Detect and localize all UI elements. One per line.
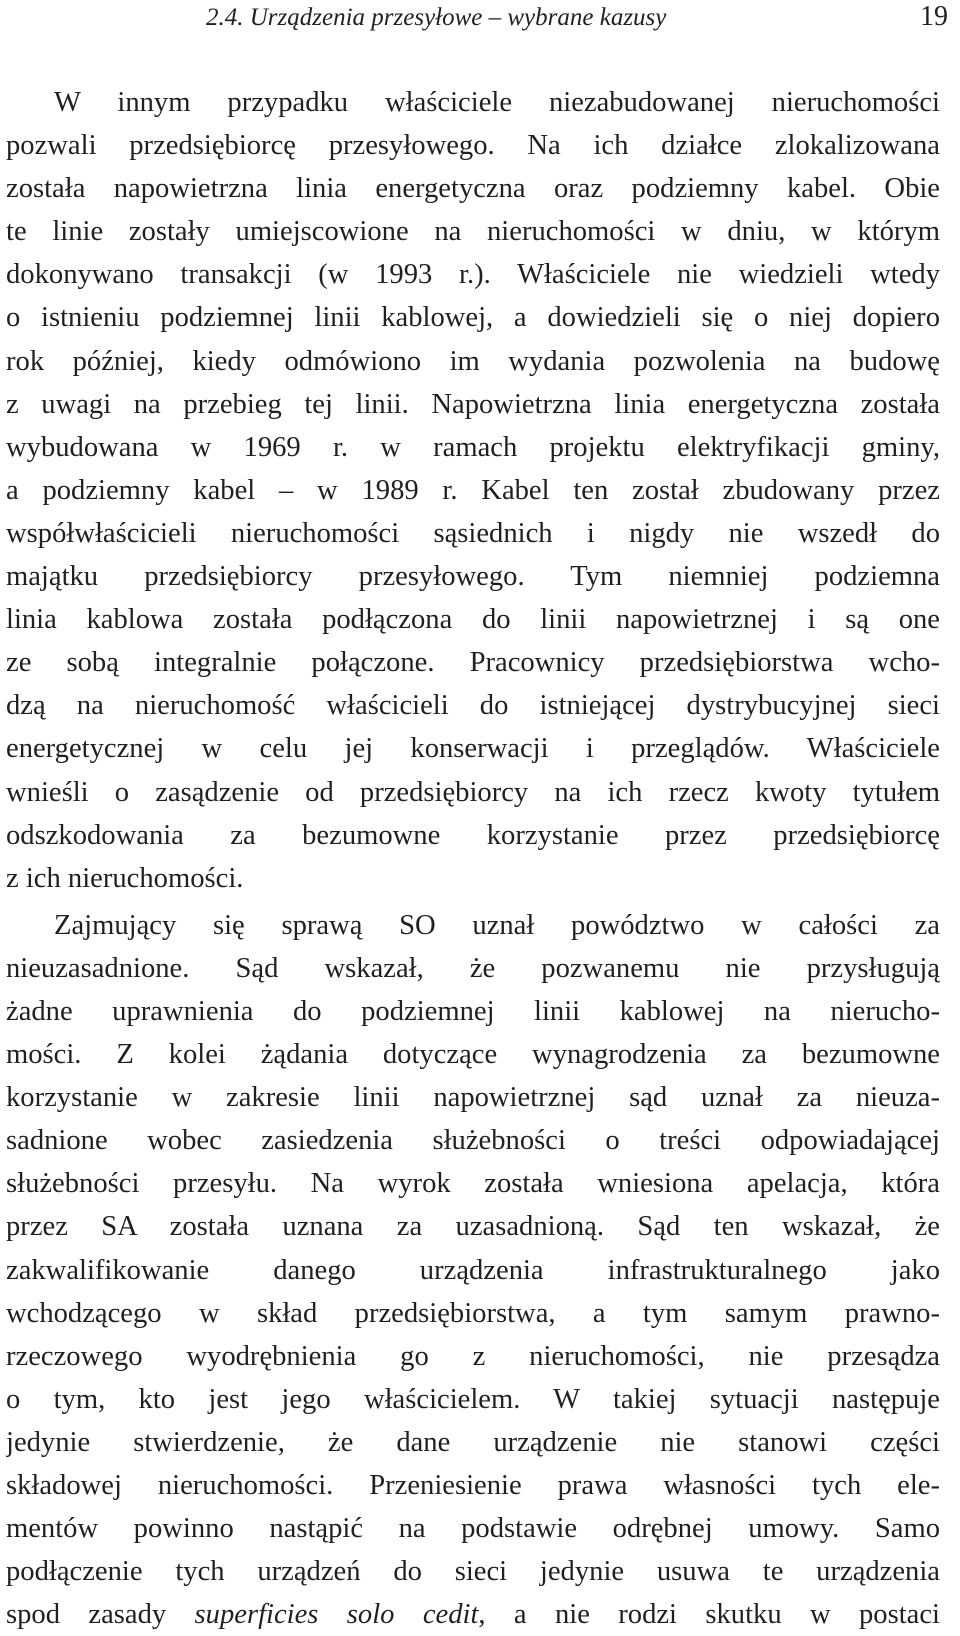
text-line: podłączenie tych urządzeń do sieci jedynie usuwa te urządzenia	[6, 1556, 940, 1588]
text-line: służebności przesyłu. Na wyrok została wniesiona apelacja, która	[6, 1168, 940, 1200]
paragraph-2	[6, 904, 940, 1636]
text-segment: , a nie rodzi skutku w postaci	[478, 1599, 940, 1631]
paragraph-1	[6, 81, 940, 900]
text-line: współwłaścicieli nieruchomości sąsiednich i nigdy nie wszedł do	[6, 517, 940, 549]
text-line: mości. Z kolei żądania dotyczące wynagrodzenia za bezumowne	[6, 1039, 940, 1071]
page-number: 19	[920, 1, 948, 32]
text-line: została napowietrzna linia energetyczna oraz podziemny kabel. Obie	[6, 173, 940, 205]
text-line: z ich nieruchomości.	[6, 862, 244, 894]
text-line	[6, 1593, 940, 1636]
text-line: dokonywano transakcji (w 1993 r.). Właściciele nie wiedzieli wtedy	[6, 259, 940, 291]
text-line: energetycznej w celu jej konserwacji i przeglądów. Właściciele	[6, 733, 940, 765]
text-line: pozwali przedsiębiorcę przesyłowego. Na ich działce zlokalizowana	[6, 130, 940, 162]
text-line: wchodzącego w skład przedsiębiorstwa, a tym samym prawno-	[6, 1297, 940, 1329]
body-text	[6, 81, 940, 1636]
latin-maxim: superficies solo cedit	[194, 1599, 479, 1631]
text-line: jedynie stwierdzenie, że dane urządzenie nie stanowi części	[6, 1426, 940, 1458]
text-line: dzą na nieruchomość właścicieli do istniejącej dystrybucyjnej sieci	[6, 690, 940, 722]
text-line: W innym przypadku właściciele niezabudowanej nieruchomości	[54, 87, 940, 118]
running-header	[0, 0, 960, 40]
text-line: wnieśli o zasądzenie od przedsiębiorcy na ich rzecz kwoty tytułem	[6, 776, 940, 808]
text-line: mentów powinno nastąpić na podstawie odrębnej umowy. Samo	[6, 1513, 940, 1545]
text-line: zakwalifikowanie danego urządzenia infrastrukturalnego jako	[6, 1254, 940, 1286]
text-line: o istnieniu podziemnej linii kablowej, a dowiedzieli się o niej dopiero	[6, 302, 940, 334]
text-line: sadnione wobec zasiedzenia służebności o treści odpowiadającej	[6, 1125, 940, 1157]
text-line: wybudowana w 1969 r. w ramach projektu elektryfikacji gminy,	[6, 431, 940, 463]
text-line: linia kablowa została podłączona do linii napowietrznej i są one	[6, 604, 940, 636]
text-line: rzeczowego wyodrębnienia go z nieruchomości, nie przesądza	[6, 1340, 940, 1372]
text-segment: spod zasady	[6, 1599, 195, 1631]
text-line: te linie zostały umiejscowione na nieruchomości w dniu, w którym	[6, 216, 940, 248]
text-line: a podziemny kabel – w 1989 r. Kabel ten został zbudowany przez	[6, 474, 940, 506]
text-line: o tym, kto jest jego właścicielem. W takiej sytuacji następuje	[6, 1383, 940, 1415]
text-line: majątku przedsiębiorcy przesyłowego. Tym niemniej podziemna	[6, 561, 940, 593]
text-line: z uwagi na przebieg tej linii. Napowietrzna linia energetyczna została	[6, 388, 940, 420]
text-line: ze sobą integralnie połączone. Pracownicy przedsiębiorstwa wcho-	[6, 647, 940, 679]
running-title: 2.4. Urządzenia przesyłowe – wybrane kazusy	[206, 4, 667, 31]
text-line: nieuzasadnione. Sąd wskazał, że pozwanemu nie przysługują	[6, 952, 940, 984]
text-line: rok później, kiedy odmówiono im wydania pozwolenia na budowę	[6, 345, 940, 377]
text-line: składowej nieruchomości. Przeniesienie prawa własności tych ele-	[6, 1470, 940, 1501]
text-line: odszkodowania za bezumowne korzystanie przez przedsiębiorcę	[6, 819, 940, 851]
text-line: przez SA została uznana za uzasadnioną. Sąd ten wskazał, że	[6, 1211, 940, 1243]
text-line: Zajmujący się sprawą SO uznał powództwo w całości za	[54, 909, 940, 941]
text-line: korzystanie w zakresie linii napowietrznej sąd uznał za nieuza-	[6, 1082, 940, 1114]
text-line: żadne uprawnienia do podziemnej linii kablowej na nierucho-	[6, 995, 940, 1027]
